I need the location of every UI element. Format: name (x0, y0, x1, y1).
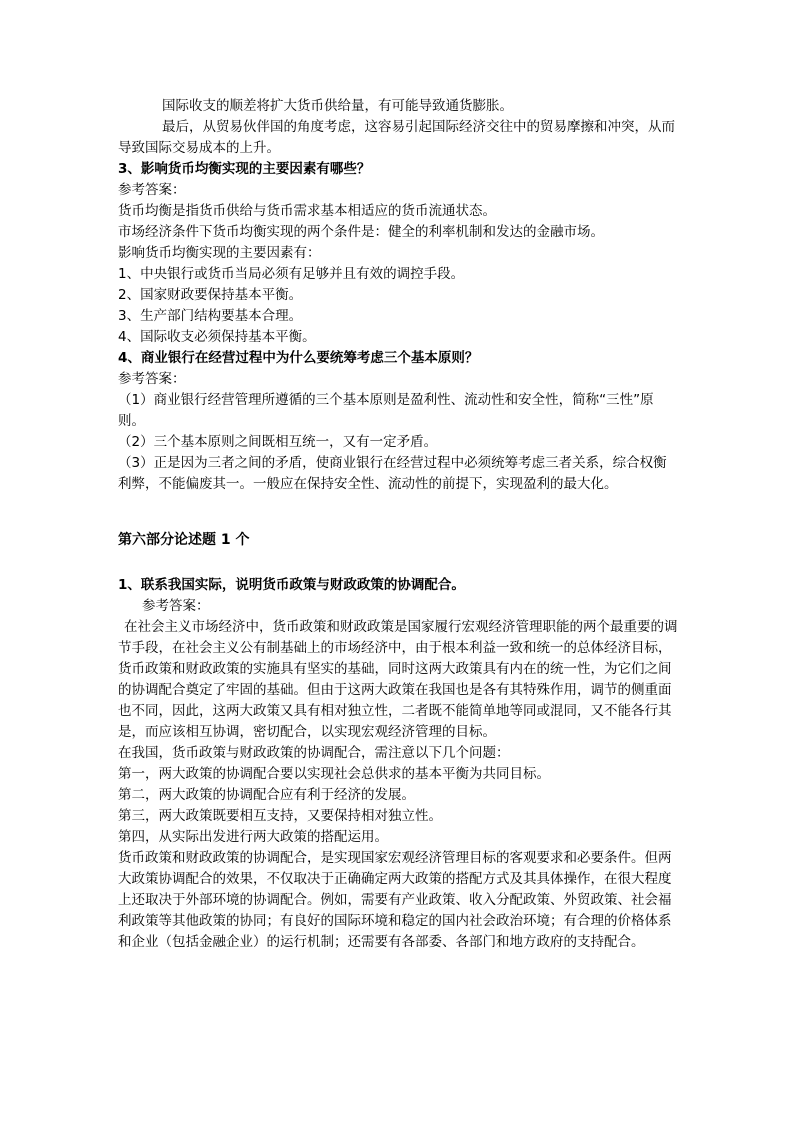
q4-item: （2）三个基本原则之间既相互统一，又有一定矛盾。 (118, 434, 438, 450)
essay-q1-item: 第二，两大政策的协调配合应有利于经济的发展。 (118, 787, 415, 803)
essay-q1-reference-label: 参考答案： (142, 598, 210, 614)
part-six-title: 第六部分论述题 1 个 (118, 532, 250, 548)
section-six (118, 575, 678, 953)
q4-title: 4、商业银行在经营过程中为什么要统筹考虑三个基本原则？ (118, 350, 479, 366)
q4-item: （3）正是因为三者之间的矛盾，使商业银行在经营过程中必须统筹考虑三者关系，综合权衡利弊，不能偏废其一。一般应在保持安全性、流动性的前提下，实现盈利的最大化。 (118, 455, 667, 492)
q3-item: 2、国家财政要保持基本平衡。 (118, 287, 303, 303)
essay-q1-item: 第四，从实际出发进行两大政策的搭配运用。 (118, 829, 388, 845)
q3-paragraph-3: 影响货币均衡实现的主要因素有： (118, 245, 321, 261)
q3-item: 4、国际收支必须保持基本平衡。 (118, 329, 316, 345)
intro-line-2: 最后，从贸易伙伴国的角度考虑，这容易引起国际经济交往中的贸易摩擦和冲突，从而导致国际交易成本的上升。 (118, 119, 675, 156)
essay-q1-paragraph-1: 在社会主义市场经济中，货币政策和财政政策是国家履行宏观经济管理职能的两个最重要的调节手段，在社会主义公有制基础上的市场经济中，由于根本利益一致和统一的总体经济目标，货币政策和财政政策的实施具有坚实的基础，同时这两大政策具有内在的统一性，为它们之间的协调配合奠定了牢固的基础。但由于这两大政策在我国也是各有其特殊作用，调节的侧重面也不同，因此，这两大政策又具有相对独立性，二者既不能简单地等同或混同，又不能各行其是，而应该相互协调，密切配合，以实现宏观经济管理的目标。 (118, 619, 678, 740)
q4-reference-label: 参考答案： (118, 371, 186, 387)
essay-q1-item: 第一，两大政策的协调配合要以实现社会总供求的基本平衡为共同目标。 (118, 766, 550, 782)
essay-q1-paragraph-2: 在我国，货币政策与财政政策的协调配合，需注意以下几个问题： (118, 745, 510, 761)
q3-reference-label: 参考答案： (118, 182, 186, 198)
q4-item: （1）商业银行经营管理所遵循的三个基本原则是盈利性、流动性和安全性，简称“三性”原则。 (118, 392, 654, 429)
q3-item: 3、生产部门结构要基本合理。 (118, 308, 303, 324)
essay-q1-item: 第三，两大政策既要相互支持，又要保持相对独立性。 (118, 808, 442, 824)
section-six-heading (118, 530, 678, 551)
intro-line-1: 国际收支的顺差将扩大货币供给量，有可能导致通货膨胀。 (162, 98, 513, 114)
q3-title: 3、影响货币均衡实现的主要因素有哪些？ (118, 161, 371, 177)
section-q3-q4 (118, 96, 678, 495)
essay-q1-title: 1、联系我国实际，说明货币政策与财政政策的协调配合。 (118, 577, 465, 593)
essay-q1-paragraph-3: 货币政策和财政政策的协调配合，是实现国家宏观经济管理目标的客观要求和必要条件。但两大政策协调配合的效果，不仅取决于正确确定两大政策的搭配方式及其具体操作，在很大程度上还取决于外部环境的协调配合。例如，需要有产业政策、收入分配政策、外贸政策、社会福利政策等其他政策的协同；有良好的国际环境和稳定的国内社会政治环境；有合理的价格体系和企业（包括金融企业）的运行机制；还需要有各部委、各部门和地方政府的支持配合。 (118, 850, 672, 950)
q3-item: 1、中央银行或货币当局必须有足够并且有效的调控手段。 (118, 266, 465, 282)
q3-paragraph-2: 市场经济条件下货币均衡实现的两个条件是：健全的利率机制和发达的金融市场。 (118, 224, 604, 240)
q3-paragraph-1: 货币均衡是指货币供给与货币需求基本相适应的货币流通状态。 (118, 203, 496, 219)
